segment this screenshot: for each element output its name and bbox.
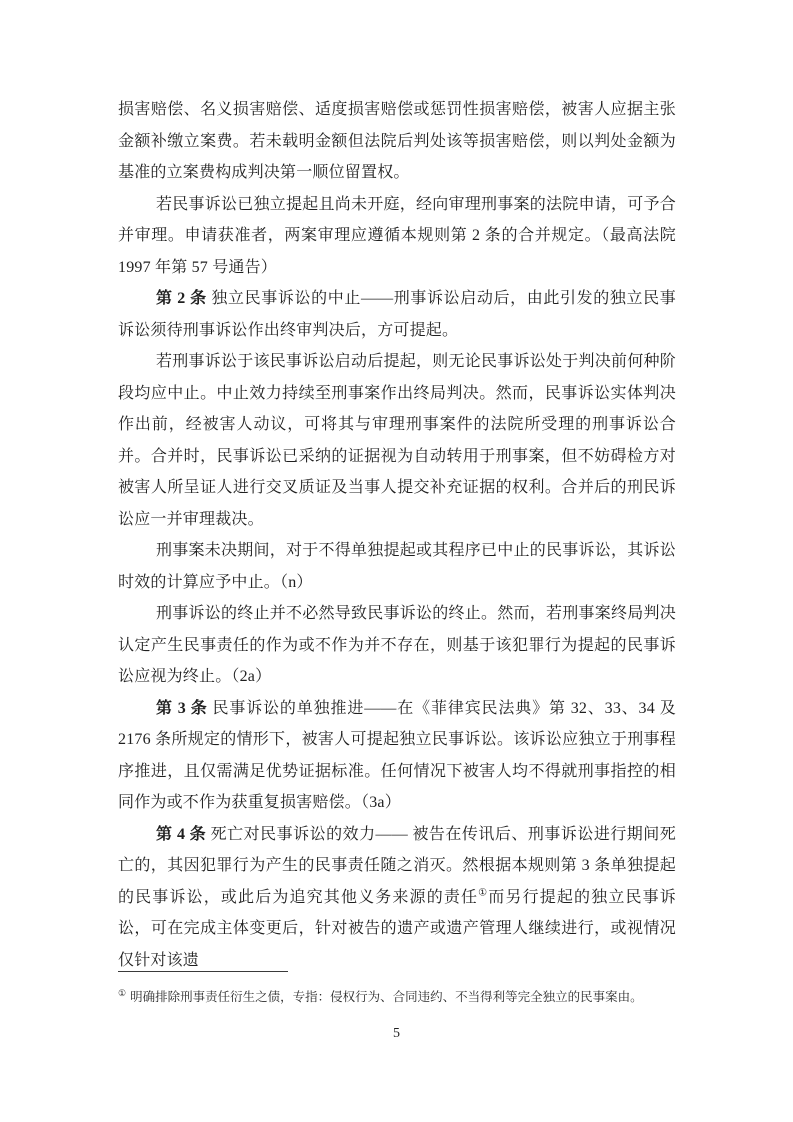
footnote-marker: ①	[118, 987, 127, 998]
footnote-text: 明确排除刑事责任衍生之债，专指：侵权行为、合同违约、不当得利等完全独立的民事案由。	[130, 990, 643, 1004]
paragraph-text: 若刑事诉讼于该民事诉讼启动后提起，则无论民事诉讼处于判决前何种阶段均应中止。中止效力持续至刑事案作出终局判决。然而，民事诉讼实体判决作出前，经被害人动议，可将其与审理刑事案件的法院所受理的刑事诉讼合并。合并时，民事诉讼已采纳的证据视为自动转用于刑事案，但不妨碍检方对被害人所呈证人进行交叉质证及当事人提交补充证据的权利。合并后的刑民诉讼应一并审理裁决。	[118, 353, 676, 528]
footnote-reference-superscript: ①	[478, 887, 489, 899]
paragraph-text: 刑事案未决期间，对于不得单独提起或其程序已中止的民事诉讼，其诉讼时效的计算应予中止。（n）	[118, 542, 676, 591]
paragraph-text: 而另行提起的独立民事诉讼，可在完成主体变更后，针对被告的遗产或遗产管理人继续进行，或视情况仅针对该遗	[118, 888, 677, 969]
paragraph-text: 刑事诉讼的终止并不必然导致民事诉讼的终止。然而，若刑事案终局判决认定产生民事责任的作为或不作为并不存在，则基于该犯罪行为提起的民事诉讼应视为终止。（2a）	[118, 605, 676, 685]
paragraph	[118, 693, 676, 819]
footnote	[118, 988, 678, 1007]
paragraph	[118, 598, 676, 693]
paragraph	[118, 819, 676, 977]
paragraph-text: 若民事诉讼已独立提起且尚未开庭，经向审理刑事案的法院申请，可予合并审理。申请获准者，两案审理应遵循本规则第 2 条的合并规定。（最高法院 1997 年第 57 号通告）	[118, 195, 676, 276]
article-number-bold: 第 4 条	[156, 825, 207, 843]
paragraph-text: 独立民事诉讼的中止——刑事诉讼启动后，由此引发的独立民事诉讼须待刑事诉讼作出终审判决后，方可提起。	[118, 290, 676, 339]
paragraph	[118, 346, 676, 535]
paragraph	[118, 189, 676, 284]
article-number-bold: 第 3 条	[156, 699, 208, 717]
paragraph	[118, 94, 676, 189]
article-number-bold: 第 2 条	[156, 290, 207, 307]
footnote-separator-rule	[118, 971, 288, 972]
paragraph	[118, 283, 676, 346]
page-number: 5	[393, 1026, 400, 1041]
document-body	[118, 94, 676, 976]
paragraph-text: 损害赔偿、名义损害赔偿、适度损害赔偿或惩罚性损害赔偿，被害人应据主张金额补缴立案费。若未载明金额但法院后判处该等损害赔偿，则以判处金额为基准的立案费构成判决第一顺位留置权。	[118, 101, 676, 181]
paragraph	[118, 535, 676, 598]
paragraph-text: 民事诉讼的单独推进——在《菲律宾民法典》第 32、33、34 及 2176 条所规定的情形下，被害人可提起独立民事诉讼。该诉讼应独立于刑事程序推进，且仅需满足优势证据标准。任何情况下被害人均不得就刑事指控的相同作为或不作为获重复损害赔偿。（3a）	[118, 699, 676, 811]
paragraph-text: 死亡对民事诉讼的效力—— 被告在传讯后、刑事诉讼进行期间死亡的，其因犯罪行为产生的民事责任随之消灭。然根据本规则第 3 条单独提起的民事诉讼，或此后为追究其他义务来源的责任	[118, 825, 676, 906]
